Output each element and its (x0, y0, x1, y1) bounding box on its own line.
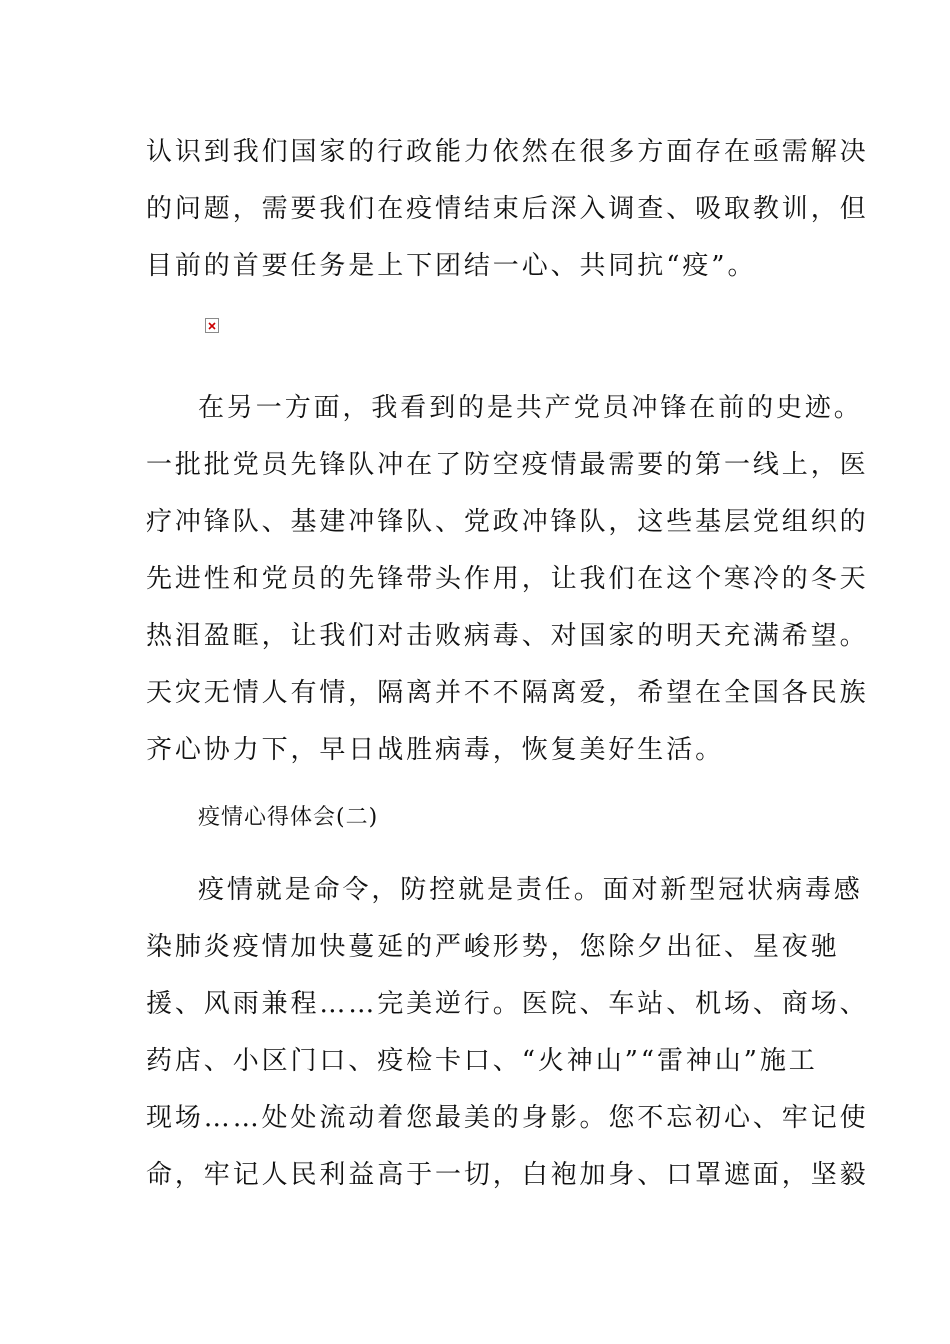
paragraph-line: 染肺炎疫情加快蔓延的严峻形势，您除夕出征、星夜驰 (146, 932, 840, 962)
paragraph-line: 热泪盈眶，让我们对击败病毒、对国家的明天充满希望。 (146, 621, 869, 651)
paragraph-line: 现场……处处流动着您最美的身影。您不忘初心、牢记使 (146, 1103, 869, 1133)
section-heading: 疫情心得体会(二) (198, 805, 379, 830)
paragraph-line: 在另一方面，我看到的是共产党员冲锋在前的史迹。 (198, 393, 863, 423)
paragraph-line: 天灾无情人有情，隔离并不不隔离爱，希望在全国各民族 (146, 678, 869, 708)
paragraph-line: 齐心协力下，早日战胜病毒，恢复美好生活。 (146, 735, 725, 765)
paragraph-line: 的问题，需要我们在疫情结束后深入调查、吸取教训，但 (146, 194, 869, 224)
paragraph-line: 先进性和党员的先锋带头作用，让我们在这个寒冷的冬天 (146, 564, 869, 594)
paragraph-line: 命，牢记人民利益高于一切，白袍加身、口罩遮面，坚毅 (146, 1160, 869, 1190)
paragraph-line: 认识到我们国家的行政能力依然在很多方面存在亟需解决 (146, 137, 869, 167)
broken-image-icon (205, 318, 219, 333)
paragraph-line: 药店、小区门口、疫检卡口、“火神山”“雷神山”施工 (146, 1046, 818, 1076)
paragraph-line: 援、风雨兼程……完美逆行。医院、车站、机场、商场、 (146, 989, 869, 1019)
paragraph-line: 疗冲锋队、基建冲锋队、党政冲锋队，这些基层党组织的 (146, 507, 869, 537)
paragraph-line: 疫情就是命令，防控就是责任。面对新型冠状病毒感 (198, 875, 863, 905)
paragraph-line: 一批批党员先锋队冲在了防空疫情最需要的第一线上，医 (146, 450, 869, 480)
paragraph-line: 目前的首要任务是上下团结一心、共同抗“疫”。 (146, 251, 757, 281)
